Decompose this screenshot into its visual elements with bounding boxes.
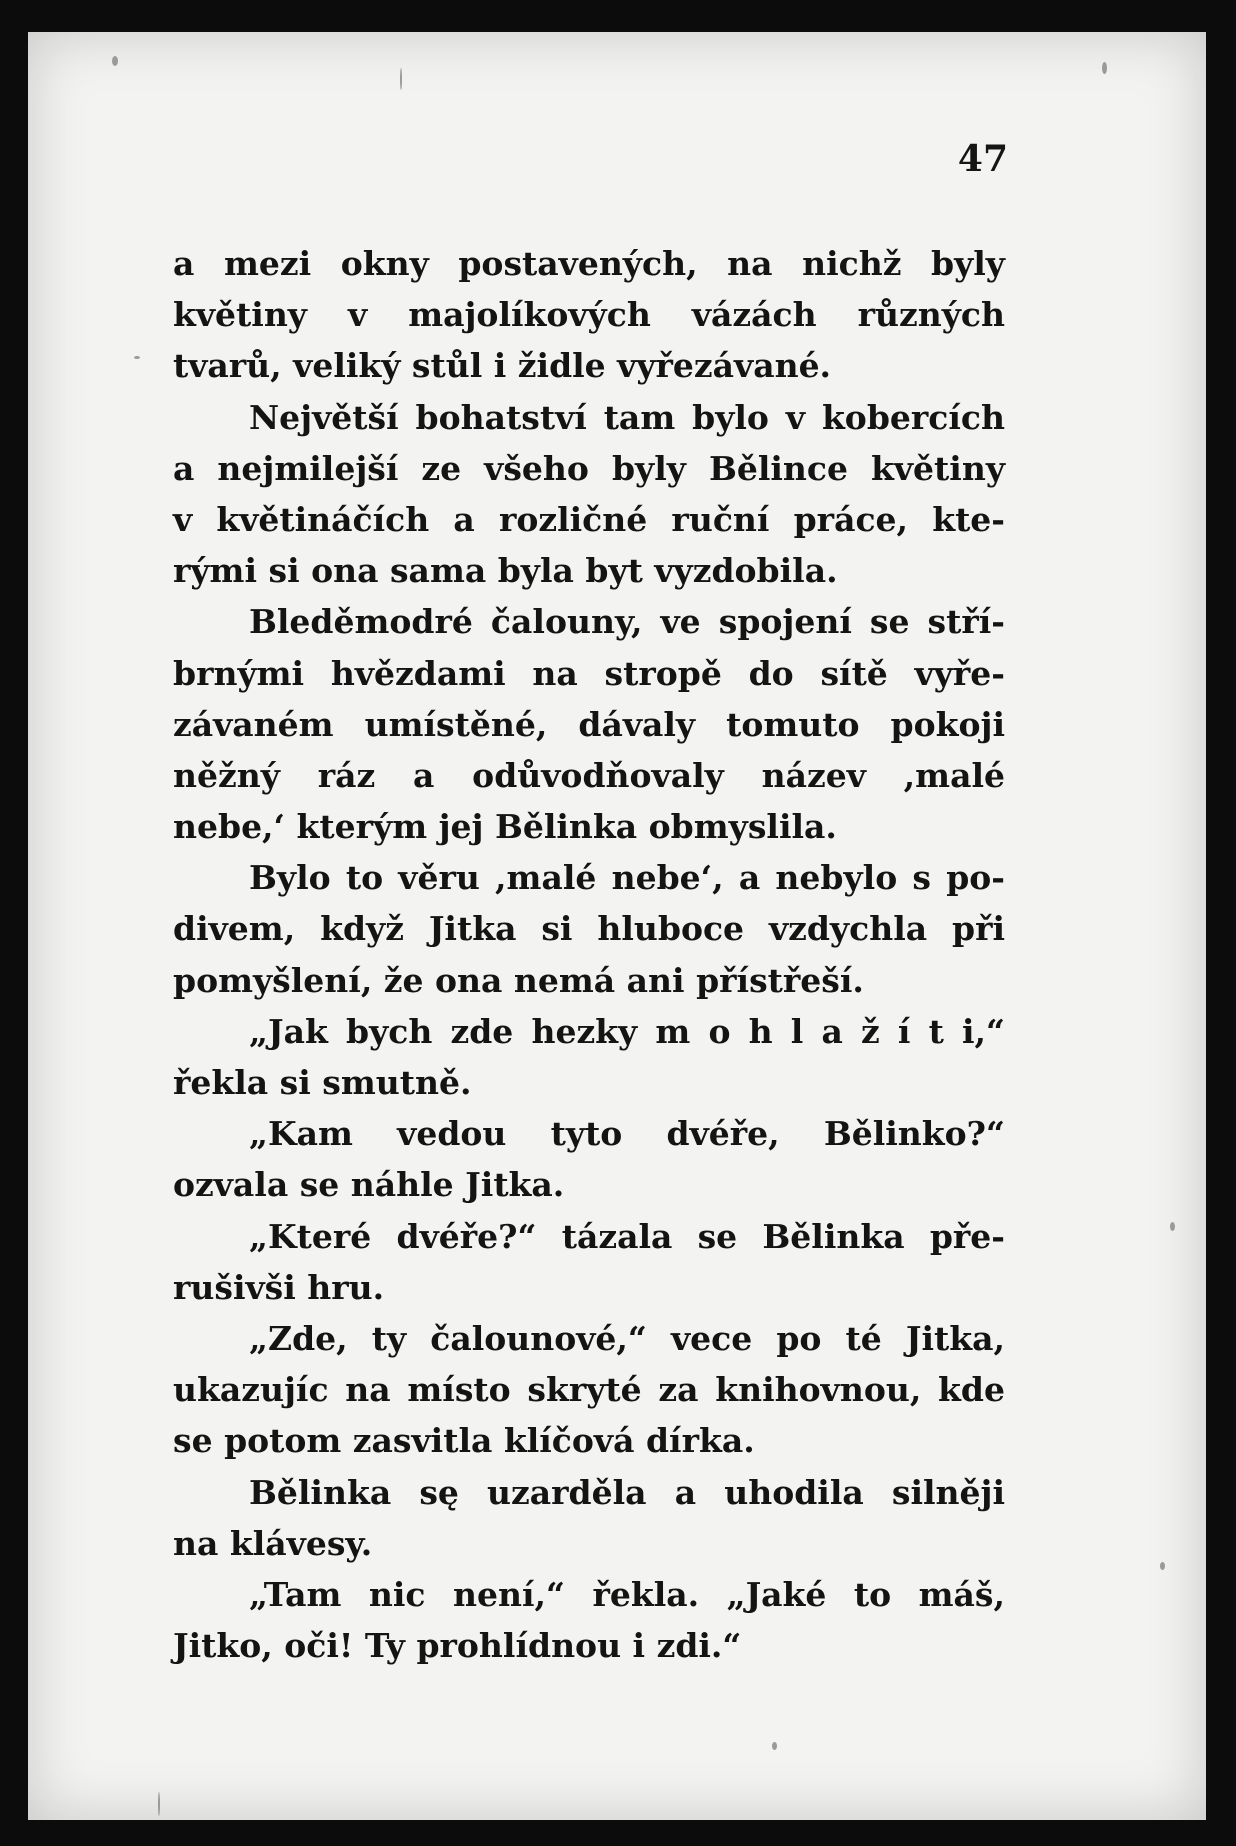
text-line: nebe,‘ kterým jej Bělinka obmyslila. — [173, 807, 837, 847]
text-line: se potom zasvitla klíčová dírka. — [173, 1421, 755, 1461]
text-line: ozvala se náhle Jitka. — [173, 1165, 565, 1205]
text-line: závaném umístěné, dávaly tomuto pokoji — [173, 704, 1005, 744]
paper-speck — [772, 1742, 777, 1750]
text-line: Bylo to věru ,malé nebe‘, a nebylo s po- — [249, 858, 1005, 898]
text-line: květiny v majolíkových vázách různých — [173, 295, 1005, 335]
text-line: rušivši hru. — [173, 1267, 385, 1307]
text-line: Bleděmodré čalouny, ve spojení se stří- — [249, 602, 1005, 642]
paper-speck — [112, 56, 118, 66]
body-text — [173, 238, 1005, 1671]
text-line: něžný ráz a odůvodňovaly název ,malé — [173, 755, 1005, 795]
text-line: Největší bohatství tam bylo v kobercích — [249, 397, 1005, 437]
text-line: „Jak bych zde hezky m o h l a ž í t i,“ — [249, 1011, 1005, 1051]
text-line: a mezi okny postavených, na nichž byly — [173, 244, 1005, 283]
paper-speck — [400, 68, 402, 90]
page-number: 47 — [957, 138, 1008, 180]
text-line: rými si ona sama byla byt vyzdobila. — [173, 551, 838, 591]
text-line: brnými hvězdami na stropě do sítě vyře- — [173, 653, 1005, 693]
text-line: a nejmilejší ze všeho byly Bělince květiny — [173, 448, 1005, 488]
text-line: v květináčích a rozličné ruční práce, kte- — [173, 499, 1005, 539]
text-line: „Tam nic není,“ řekla. „Jaké to máš, — [249, 1574, 1005, 1614]
paper-speck — [1102, 62, 1107, 74]
text-line: na klávesy. — [173, 1523, 373, 1563]
book-page — [28, 32, 1206, 1820]
text-line: Jitko, oči! Ty prohlídnou i zdi.“ — [173, 1626, 742, 1666]
text-line: tvarů, veliký stůl i židle vyřezávané. — [173, 346, 832, 386]
text-line: „Kam vedou tyto dvéře, Bělinko?“ — [249, 1114, 1005, 1154]
text-line: divem, když Jitka si hluboce vzdychla při — [173, 909, 1005, 949]
paper-speck — [1160, 1562, 1165, 1570]
paper-speck — [1170, 1222, 1175, 1231]
text-line: řekla si smutně. — [173, 1063, 472, 1102]
paper-speck — [158, 1792, 160, 1816]
text-line: Bělinka sę uzarděla a uhodila silněji — [249, 1472, 1005, 1512]
text-line: „Zde, ty čalounové,“ vece po té Jitka, — [249, 1318, 1005, 1358]
text-line: „Které dvéře?“ tázala se Bělinka pře- — [249, 1216, 1005, 1256]
paper-speck — [134, 356, 140, 359]
text-line: pomyšlení, že ona nemá ani přístřeší. — [173, 960, 864, 1000]
text-line: ukazujíc na místo skryté za knihovnou, kde — [173, 1370, 1005, 1410]
